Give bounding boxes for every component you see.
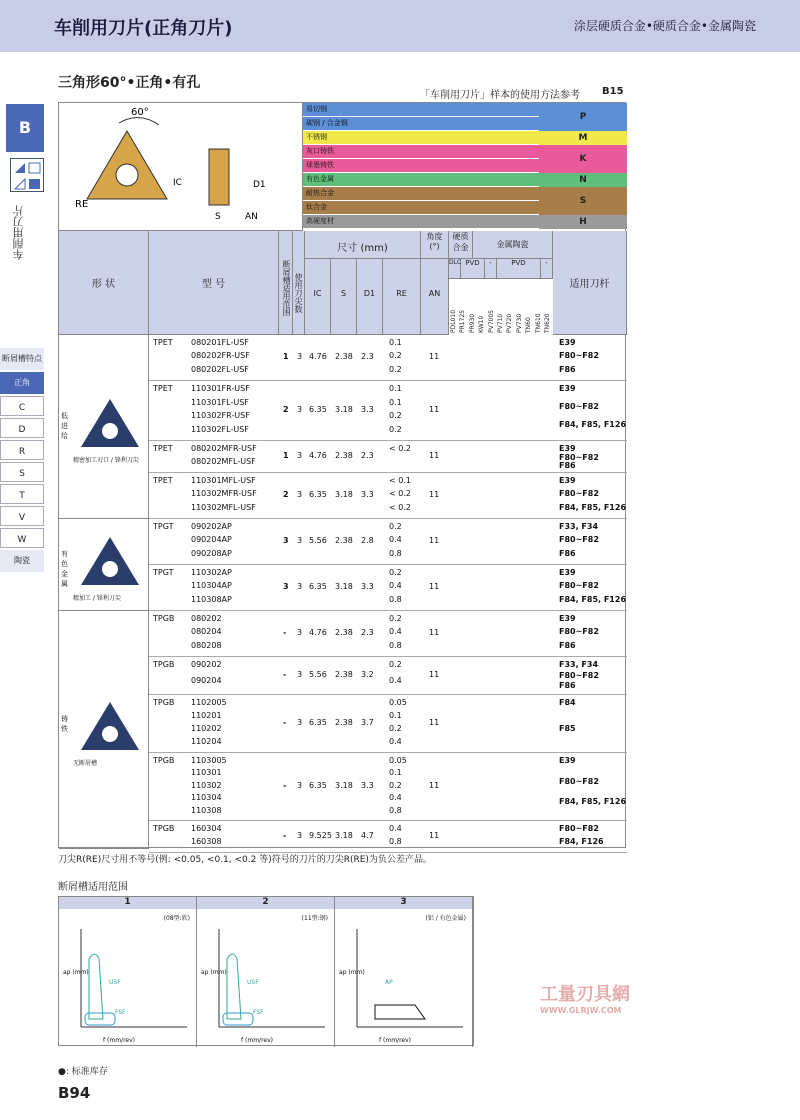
th-shape: 形 状 <box>59 231 149 335</box>
material-row: 钛合金 <box>303 201 627 214</box>
row-re: 0.2 <box>389 614 402 623</box>
row-re: 0.05 <box>389 756 407 765</box>
row-chip: 2 <box>283 490 289 499</box>
row-re: < 0.2 <box>389 489 411 499</box>
chip-panel-tag: (08型:软) <box>163 915 190 922</box>
row-s: 3.18 <box>335 781 353 790</box>
row-re: 0.8 <box>389 548 402 558</box>
row-holder: F85 <box>559 724 576 733</box>
row-holder: F84, F85, F126 <box>559 797 627 807</box>
row-holder: F33, F34 <box>559 660 599 669</box>
row-holder: E39 <box>559 568 576 577</box>
th-pvd2: PVD <box>497 259 541 279</box>
row-ic: 4.76 <box>309 352 327 361</box>
row-type: TPET <box>153 476 173 485</box>
row-type: TPET <box>153 444 173 453</box>
row-d1: 2.3 <box>361 451 374 460</box>
row-chip: 3 <box>283 582 289 591</box>
nav-item[interactable]: V <box>0 506 44 526</box>
row-holder: F80~F82 <box>559 489 599 499</box>
chip-panel-tag: (11型:钢) <box>301 915 328 922</box>
nav-item[interactable]: T <box>0 484 44 504</box>
chip-panel-header: 1 <box>59 897 197 909</box>
th-holder: 适用刀杆 <box>553 231 627 335</box>
row-model: 110304AP <box>191 581 232 591</box>
th-angle: 角度 (°) <box>421 231 449 259</box>
row-type: TPGB <box>153 824 175 833</box>
re-label: RE <box>75 199 89 210</box>
material-group: S <box>539 187 627 215</box>
th-dash: - <box>485 259 497 279</box>
shape-nav <box>0 348 44 574</box>
row-edges: 3 <box>297 536 303 545</box>
insert-icon <box>75 531 145 591</box>
table-row <box>149 441 627 473</box>
side-label: 车削用刀片 <box>12 205 25 260</box>
row-model: 160304 <box>191 824 222 833</box>
insert-shapes-icon <box>10 158 44 192</box>
row-re: 0.1 <box>389 711 402 720</box>
row-chip: - <box>283 781 287 790</box>
row-holder: F86 <box>559 364 576 374</box>
material-group: H <box>539 215 627 229</box>
nav-item[interactable]: S <box>0 462 44 482</box>
work-materials <box>303 103 627 231</box>
row-an: 11 <box>429 451 440 460</box>
row-re: 0.2 <box>389 660 402 669</box>
th-cermet: 金属陶瓷 <box>473 231 553 259</box>
row-d1: 2.8 <box>361 536 374 545</box>
row-type: TPGB <box>153 660 175 669</box>
grade-label: PR930 <box>468 313 476 333</box>
material-group: P <box>539 103 627 131</box>
row-model: 110204 <box>191 737 222 746</box>
row-holder: F86 <box>559 681 576 691</box>
row-an: 11 <box>429 536 440 545</box>
row-re: 0.4 <box>389 737 402 746</box>
row-holder: F84, F126 <box>559 837 604 846</box>
shape-group-label: 低进给 <box>61 412 68 440</box>
grade-label: PV720 <box>506 313 514 333</box>
row-s: 3.18 <box>335 582 353 591</box>
row-edges: 3 <box>297 352 303 361</box>
row-chip: 3 <box>283 536 289 545</box>
row-holder: F33, F34 <box>559 522 599 531</box>
grade-label: PDL010 <box>450 309 457 333</box>
material-row: 灰口铸铁 <box>303 145 627 158</box>
th-dash2: - <box>541 259 553 279</box>
row-d1: 4.7 <box>361 831 374 840</box>
row-holder: E39 <box>559 338 576 347</box>
insert-icon <box>75 696 145 756</box>
row-an: 11 <box>429 490 440 499</box>
ic-label: IC <box>173 178 182 188</box>
row-an: 11 <box>429 718 440 727</box>
row-re: < 0.1 <box>389 476 411 485</box>
material-group: K <box>539 145 627 173</box>
row-ic: 4.76 <box>309 451 327 460</box>
table-row <box>149 753 627 821</box>
row-holder: F84, F85, F126 <box>559 420 627 429</box>
row-edges: 3 <box>297 582 303 591</box>
row-type: TPGT <box>153 568 174 577</box>
row-re: 0.4 <box>389 627 402 637</box>
row-holder: F80~F82 <box>559 627 599 637</box>
row-model: 080201FL-USF <box>191 338 249 347</box>
row-holder: F86 <box>559 640 576 650</box>
chip-panel <box>197 909 335 1047</box>
row-ic: 6.35 <box>309 781 327 790</box>
th-dims: 尺寸 (mm) <box>305 231 421 259</box>
chip-curve-label: FSF <box>253 1009 264 1016</box>
row-holder: F84, F85, F126 <box>559 502 627 512</box>
row-model: 080202 <box>191 614 222 623</box>
row-re: 0.05 <box>389 698 407 707</box>
row-d1: 2.3 <box>361 352 374 361</box>
row-model: 080204 <box>191 627 222 637</box>
th-edges: 使用刀尖数 <box>293 231 305 335</box>
th-re: RE <box>383 259 421 335</box>
row-holder: F86 <box>559 461 576 471</box>
row-model: 110302FL-USF <box>191 424 249 434</box>
th-dlc: DLC <box>449 259 461 279</box>
page-subtitle: 涂层硬质合金•硬质合金•金属陶瓷 <box>573 19 756 33</box>
watermark-logo: 工量刃具網 WWW.GLRJW.COM <box>540 984 630 1015</box>
page-title: 车削用刀片(正角刀片) <box>54 18 233 39</box>
row-d1: 3.3 <box>361 781 374 790</box>
row-holder: F84, F85, F126 <box>559 594 627 604</box>
row-ic: 6.35 <box>309 582 327 591</box>
row-model: 080202FL-USF <box>191 364 249 374</box>
row-holder: F80~F82 <box>559 402 599 411</box>
row-holder: E39 <box>559 444 576 453</box>
row-an: 11 <box>429 582 440 591</box>
row-holder: F84 <box>559 698 576 707</box>
material-row: 耐热合金 <box>303 187 627 200</box>
chip-panel <box>335 909 473 1047</box>
row-ic: 6.35 <box>309 718 327 727</box>
row-re: 0.2 <box>389 568 402 577</box>
row-ic: 6.35 <box>309 490 327 499</box>
row-s: 3.18 <box>335 405 353 414</box>
material-row: 球墨铸铁 <box>303 159 627 172</box>
row-s: 2.38 <box>335 628 353 637</box>
row-model: 090202 <box>191 660 222 669</box>
row-d1: 2.3 <box>361 628 374 637</box>
row-s: 3.18 <box>335 490 353 499</box>
table-row <box>149 821 627 853</box>
row-s: 2.38 <box>335 536 353 545</box>
row-edges: 3 <box>297 490 303 499</box>
shape-group-label: 铸铁 <box>61 715 68 733</box>
th-model: 型 号 <box>149 231 279 335</box>
row-type: TPGB <box>153 756 175 765</box>
row-holder: F80~F82 <box>559 535 599 545</box>
nav-item[interactable]: 断屑槽特点 <box>0 348 44 370</box>
page-number: B94 <box>58 1084 91 1102</box>
nav-item[interactable]: C <box>0 396 44 416</box>
row-holder: E39 <box>559 384 576 393</box>
row-s: 2.38 <box>335 451 353 460</box>
table-row <box>149 381 627 441</box>
row-model: 110304 <box>191 793 222 803</box>
row-edges: 3 <box>297 405 303 414</box>
row-an: 11 <box>429 628 440 637</box>
row-re: 0.4 <box>389 793 402 803</box>
row-re: 0.4 <box>389 676 402 685</box>
row-d1: 3.7 <box>361 718 374 727</box>
chip-xlabel: f (mm/rev) <box>241 1037 273 1044</box>
row-holder: E39 <box>559 614 576 623</box>
th-an: AN <box>421 259 449 335</box>
row-re: 0.4 <box>389 581 402 591</box>
insert-drawing <box>59 103 303 231</box>
row-chip: - <box>283 718 287 727</box>
row-d1: 3.3 <box>361 582 374 591</box>
table-row <box>149 695 627 753</box>
row-type: TPGB <box>153 614 175 623</box>
row-edges: 3 <box>297 781 303 790</box>
row-s: 2.38 <box>335 352 353 361</box>
row-re: < 0.2 <box>389 444 411 453</box>
row-an: 11 <box>429 670 440 679</box>
material-group: N <box>539 173 627 187</box>
row-model: 110302AP <box>191 568 232 577</box>
chip-ylabel: ap (mm) <box>201 969 227 976</box>
row-model: 080202FR-USF <box>191 351 250 361</box>
table-row <box>149 335 627 381</box>
row-model: 110302MFL-USF <box>191 502 256 512</box>
row-holder: F80~F82 <box>559 351 599 361</box>
grade-label: PV730 <box>515 313 523 333</box>
row-re: 0.4 <box>389 535 402 545</box>
th-ic: IC <box>305 259 331 335</box>
row-re: 0.8 <box>389 805 402 815</box>
row-model: 080202MFL-USF <box>191 457 256 466</box>
row-d1: 3.2 <box>361 670 374 679</box>
chip-curve-label: USF <box>247 979 259 986</box>
row-type: TPGB <box>153 698 175 707</box>
chip-xlabel: f (mm/rev) <box>379 1037 411 1044</box>
row-an: 11 <box>429 405 440 414</box>
chip-panel <box>59 909 197 1047</box>
row-re: 0.8 <box>389 837 402 846</box>
nav-item[interactable]: 陶瓷 <box>0 550 44 572</box>
row-an: 11 <box>429 781 440 790</box>
row-chip: 1 <box>283 451 289 460</box>
row-model: 110202 <box>191 724 222 733</box>
row-chip: - <box>283 628 287 637</box>
chip-panel-tag: (铝 / 有色金属) <box>425 915 466 922</box>
row-re: 0.2 <box>389 522 402 531</box>
row-re: 0.2 <box>389 724 402 733</box>
nav-item[interactable]: W <box>0 528 44 548</box>
table-row <box>149 611 627 657</box>
angle-label: 60° <box>131 107 149 118</box>
row-ic: 5.56 <box>309 536 327 545</box>
shape-group-label: 有色金属 <box>61 550 68 588</box>
row-ic: 4.76 <box>309 628 327 637</box>
chip-ylabel: ap (mm) <box>339 969 365 976</box>
row-d1: 3.3 <box>361 405 374 414</box>
chip-curve-label: USF <box>109 979 121 986</box>
row-model: 110301FR-USF <box>191 384 250 393</box>
chip-ylabel: ap (mm) <box>63 969 89 976</box>
table-row <box>149 519 627 565</box>
row-holder: F80~F82 <box>559 670 599 680</box>
row-model: 110301MFL-USF <box>191 476 256 485</box>
chip-panel-header: 3 <box>335 897 473 909</box>
shape-group <box>59 611 149 849</box>
row-edges: 3 <box>297 831 303 840</box>
th-d1: D1 <box>357 259 383 335</box>
insert-icon <box>75 393 145 453</box>
row-s: 3.18 <box>335 831 353 840</box>
material-group: M <box>539 131 627 145</box>
row-holder: F80~F82 <box>559 581 599 591</box>
row-re: 0.2 <box>389 364 402 374</box>
chip-range-charts <box>58 896 474 1046</box>
row-re: 0.2 <box>389 351 402 361</box>
page-header <box>0 0 800 52</box>
row-model: 110201 <box>191 711 222 720</box>
section-title: 三角形60°•正角•有孔 <box>58 75 201 91</box>
row-model: 090204AP <box>191 535 232 545</box>
s-label: S <box>215 212 221 222</box>
row-re: 0.8 <box>389 640 402 650</box>
row-holder: E39 <box>559 756 576 765</box>
material-row: 易切钢 <box>303 103 627 116</box>
row-holder: E39 <box>559 476 576 485</box>
grade-label: TN620 <box>544 313 551 333</box>
shape-caption: 无断屑槽 <box>73 760 98 767</box>
row-edges: 3 <box>297 451 303 460</box>
row-model: 110302MFR-USF <box>191 489 257 499</box>
shape-group <box>59 335 149 519</box>
row-model: 110308 <box>191 805 222 815</box>
row-re: 0.1 <box>389 384 402 393</box>
row-an: 11 <box>429 831 440 840</box>
reference-code[interactable]: B15 <box>602 86 624 97</box>
row-re: 0.2 <box>389 411 402 420</box>
legend: ●: 标准库存 <box>58 1067 108 1077</box>
row-s: 2.38 <box>335 670 353 679</box>
table-row <box>149 565 627 611</box>
row-re: 0.4 <box>389 824 402 833</box>
d1-label: D1 <box>253 180 266 190</box>
row-re: 0.1 <box>389 768 402 778</box>
row-ic: 6.35 <box>309 405 327 414</box>
row-holder: F80~F82 <box>559 452 599 462</box>
row-type: TPGT <box>153 522 174 531</box>
table-row <box>149 657 627 695</box>
grade-label: KW10 <box>478 315 486 333</box>
row-model: 110301 <box>191 768 222 778</box>
row-ic: 9.525 <box>309 831 332 840</box>
chip-range-title: 断屑槽适用范围 <box>58 882 128 893</box>
th-pvd: PVD <box>461 259 485 279</box>
row-model: 1103005 <box>191 756 227 765</box>
th-carbide: 硬质合金 <box>449 231 473 259</box>
row-an: 11 <box>429 352 440 361</box>
shape-caption: 精加工 / 锋利刀尖 <box>73 595 121 602</box>
chip-curve-label: AP <box>385 979 393 986</box>
material-row: 碳钢 / 合金钢 <box>303 117 627 130</box>
row-holder: F86 <box>559 548 576 558</box>
chip-xlabel: f (mm/rev) <box>103 1037 135 1044</box>
row-re: 0.8 <box>389 594 402 604</box>
grade-label: PV7005 <box>487 310 495 333</box>
row-model: 160308 <box>191 837 222 846</box>
row-edges: 3 <box>297 628 303 637</box>
material-row: 高硬度材 <box>303 215 627 228</box>
nav-item[interactable]: 正角 <box>0 372 44 394</box>
row-chip: 2 <box>283 405 289 414</box>
row-model: 090204 <box>191 676 222 685</box>
chip-curve-label: FSF <box>115 1009 126 1016</box>
row-model: 090208AP <box>191 548 232 558</box>
grade-label: TN610 <box>534 313 542 333</box>
row-s: 2.38 <box>335 718 353 727</box>
row-re: 0.2 <box>389 780 402 790</box>
shape-caption: 精密加工刃口 / 锋利刀尖 <box>73 457 139 464</box>
grade-label: PR1725 <box>459 309 467 333</box>
row-re: < 0.2 <box>389 502 411 512</box>
row-model: 080208 <box>191 640 222 650</box>
row-holder: F80~F82 <box>559 776 599 786</box>
material-row: 有色金属 <box>303 173 627 186</box>
footnote: 刀尖R(RE)尺寸用不等号(例: <0.05, <0.1, <0.2 等)符号的刀片的刀尖R(RE)为负公差产品。 <box>58 855 432 865</box>
row-model: 110301FL-USF <box>191 397 249 407</box>
row-re: 0.1 <box>389 338 402 347</box>
row-model: 110308AP <box>191 594 232 604</box>
th-chip-range: 断屑槽适用范围 <box>279 231 293 335</box>
row-d1: 3.3 <box>361 490 374 499</box>
row-holder: F80~F82 <box>559 824 599 833</box>
row-re: 0.2 <box>389 424 402 434</box>
row-type: TPET <box>153 384 173 393</box>
shape-group <box>59 519 149 611</box>
row-model: 110302FR-USF <box>191 411 250 420</box>
nav-item[interactable]: D <box>0 418 44 438</box>
row-chip: - <box>283 831 287 840</box>
row-model: 090202AP <box>191 522 232 531</box>
row-model: 110302 <box>191 780 222 790</box>
material-row: 不锈钢 <box>303 131 627 144</box>
row-model: 1102005 <box>191 698 227 707</box>
row-model: 080202MFR-USF <box>191 444 257 453</box>
th-s: S <box>331 259 357 335</box>
spec-table <box>58 102 626 848</box>
an-label: AN <box>245 212 258 222</box>
row-edges: 3 <box>297 670 303 679</box>
grade-label: TN60 <box>525 317 533 333</box>
grade-label: PV710 <box>497 313 504 333</box>
row-type: TPET <box>153 338 173 347</box>
row-edges: 3 <box>297 718 303 727</box>
chip-panel-header: 2 <box>197 897 335 909</box>
nav-item[interactable]: R <box>0 440 44 460</box>
row-chip: - <box>283 670 287 679</box>
row-re: 0.1 <box>389 397 402 407</box>
row-ic: 5.56 <box>309 670 327 679</box>
section-tab[interactable]: B <box>6 104 44 152</box>
row-chip: 1 <box>283 352 289 361</box>
table-row <box>149 473 627 519</box>
reference-text: 「车削用刀片」样本的使用方法参考 <box>420 90 580 101</box>
